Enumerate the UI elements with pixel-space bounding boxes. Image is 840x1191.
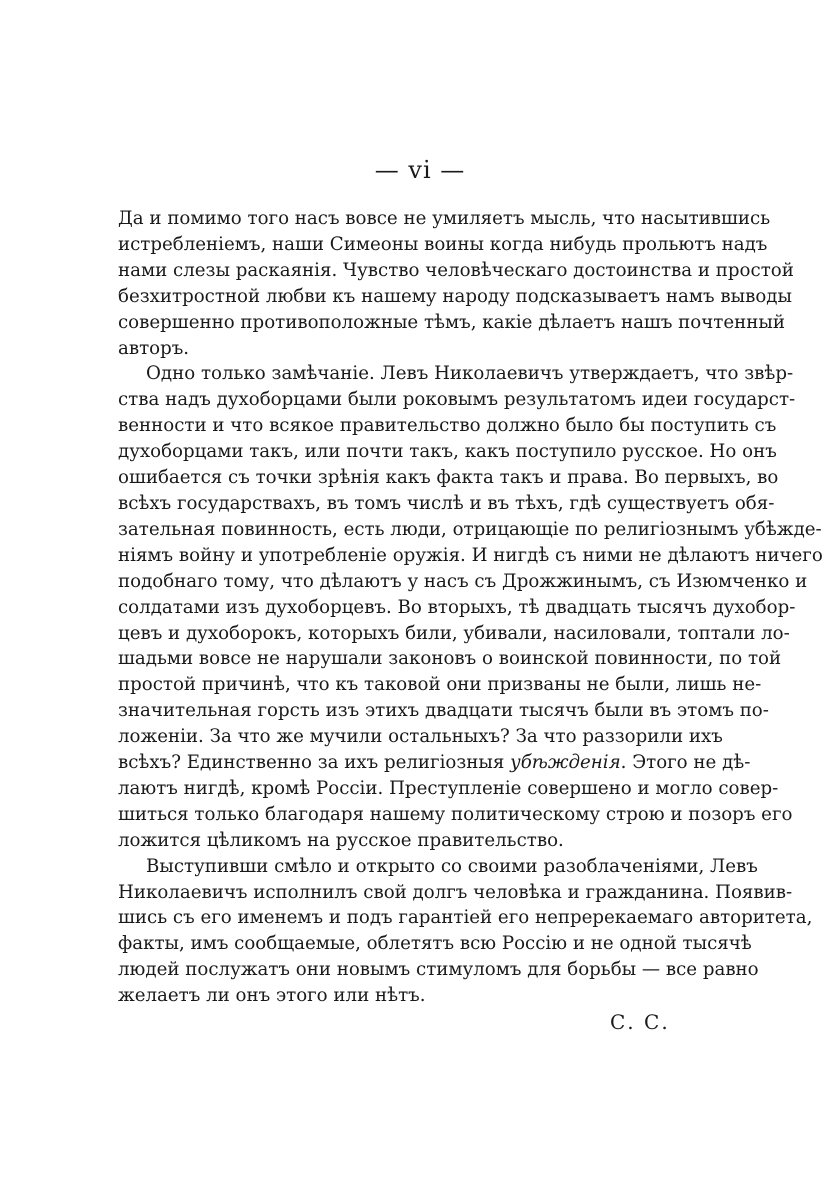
text-line: шадьми вовсе не нарушали законовъ о воинской повинности, по той <box>118 648 782 670</box>
text-line-mixed <box>118 750 751 776</box>
paragraph-3 <box>118 854 813 1009</box>
text-line: ложится цѣликомъ на русское правительство. <box>118 829 564 851</box>
text-line: безхитростной любви къ нашему народу подсказываетъ намъ выводы <box>118 285 792 307</box>
page-number: — vi — <box>374 156 466 184</box>
text-line: шиться только благодаря нашему политическому строю и позоръ его <box>118 803 793 825</box>
text-line: Да и помимо того насъ вовсе не умиляетъ мысль, что насытившись <box>118 208 771 229</box>
text-line: венности и что всякое правительство должно было бы поступить съ <box>118 415 777 437</box>
text-segment: всѣхъ? Единственно за ихъ религіозныя <box>118 752 505 774</box>
text-line: простой причинѣ, что къ таковой они призваны не были, лишь не- <box>118 674 762 696</box>
text-line: Одно только замѣчаніе. Левъ Николаевичъ утверждаетъ, что звѣр- <box>146 363 794 385</box>
author-signature: С. С. <box>610 1010 670 1034</box>
text-line: нами слезы раскаянія. Чувство человѣческаго достоинства и простой <box>118 259 794 281</box>
text-line: ложеніи. За что же мучили остальныхъ? За что раззорили ихъ <box>118 726 723 748</box>
text-line: зательная повинность, есть люди, отрицающіе по религіознымъ убѣжде- <box>118 518 822 540</box>
text-line: Николаевичъ исполнилъ свой долгъ человѣка и гражданина. Появив- <box>118 881 793 903</box>
text-line: факты, имъ сообщаемые, облетятъ всю Россію и не одной тысячѣ <box>118 933 752 955</box>
text-line: лаютъ нигдѣ, кромѣ Россіи. Преступленіе совершено и могло совер- <box>118 777 779 799</box>
text-line: ошибается съ точки зрѣнія какъ факта такъ и права. Во первыхъ, во <box>118 467 779 489</box>
body-text <box>118 206 823 1009</box>
text-line: желаетъ ли онъ этого или нѣтъ. <box>118 985 426 1007</box>
paragraph-2 <box>118 361 823 853</box>
text-line: солдатами изъ духоборцевъ. Во вторыхъ, тѣ двадцать тысячъ духобор- <box>118 596 796 618</box>
text-line: духоборцами такъ, или почти такъ, какъ поступило русское. Но онъ <box>118 441 777 463</box>
paragraph-1 <box>118 206 794 361</box>
text-line: подобнаго тому, что дѣлаютъ у насъ съ Дрожжинымъ, съ Изюмченко и <box>118 570 808 592</box>
text-line: совершенно противоположные тѣмъ, какіе дѣлаетъ нашъ почтенный <box>118 311 785 333</box>
text-line: значительная горсть изъ этихъ двадцати тысячъ были въ этомъ по- <box>118 700 769 722</box>
italic-emphasis: убѣжденія <box>510 752 621 774</box>
text-line: всѣхъ государствахъ, въ томъ числѣ и въ тѣхъ, гдѣ существуетъ обя- <box>118 492 775 514</box>
text-line: Выступивши смѣло и открыто со своими разоблаченіями, Левъ <box>146 855 758 877</box>
text-line: людей послужатъ они новымъ стимуломъ для борьбы — все равно <box>118 959 759 981</box>
text-line: истребленіемъ, наши Симеоны воины когда нибудь прольютъ надъ <box>118 233 768 255</box>
text-line: шись съ его именемъ и подъ гарантіей его непререкаемаго авторитета, <box>118 907 813 929</box>
text-line: ніямъ войну и употребленіе оружія. И нигдѣ съ ними не дѣлаютъ ничего <box>118 544 823 566</box>
text-line: авторъ. <box>118 337 190 359</box>
text-segment: . Этого не дѣ- <box>620 752 751 774</box>
text-line: ства надъ духоборцами были роковымъ результатомъ идеи государст- <box>118 389 796 411</box>
text-line: цевъ и духоборокъ, которыхъ били, убивали, насиловали, топтали ло- <box>118 622 790 644</box>
